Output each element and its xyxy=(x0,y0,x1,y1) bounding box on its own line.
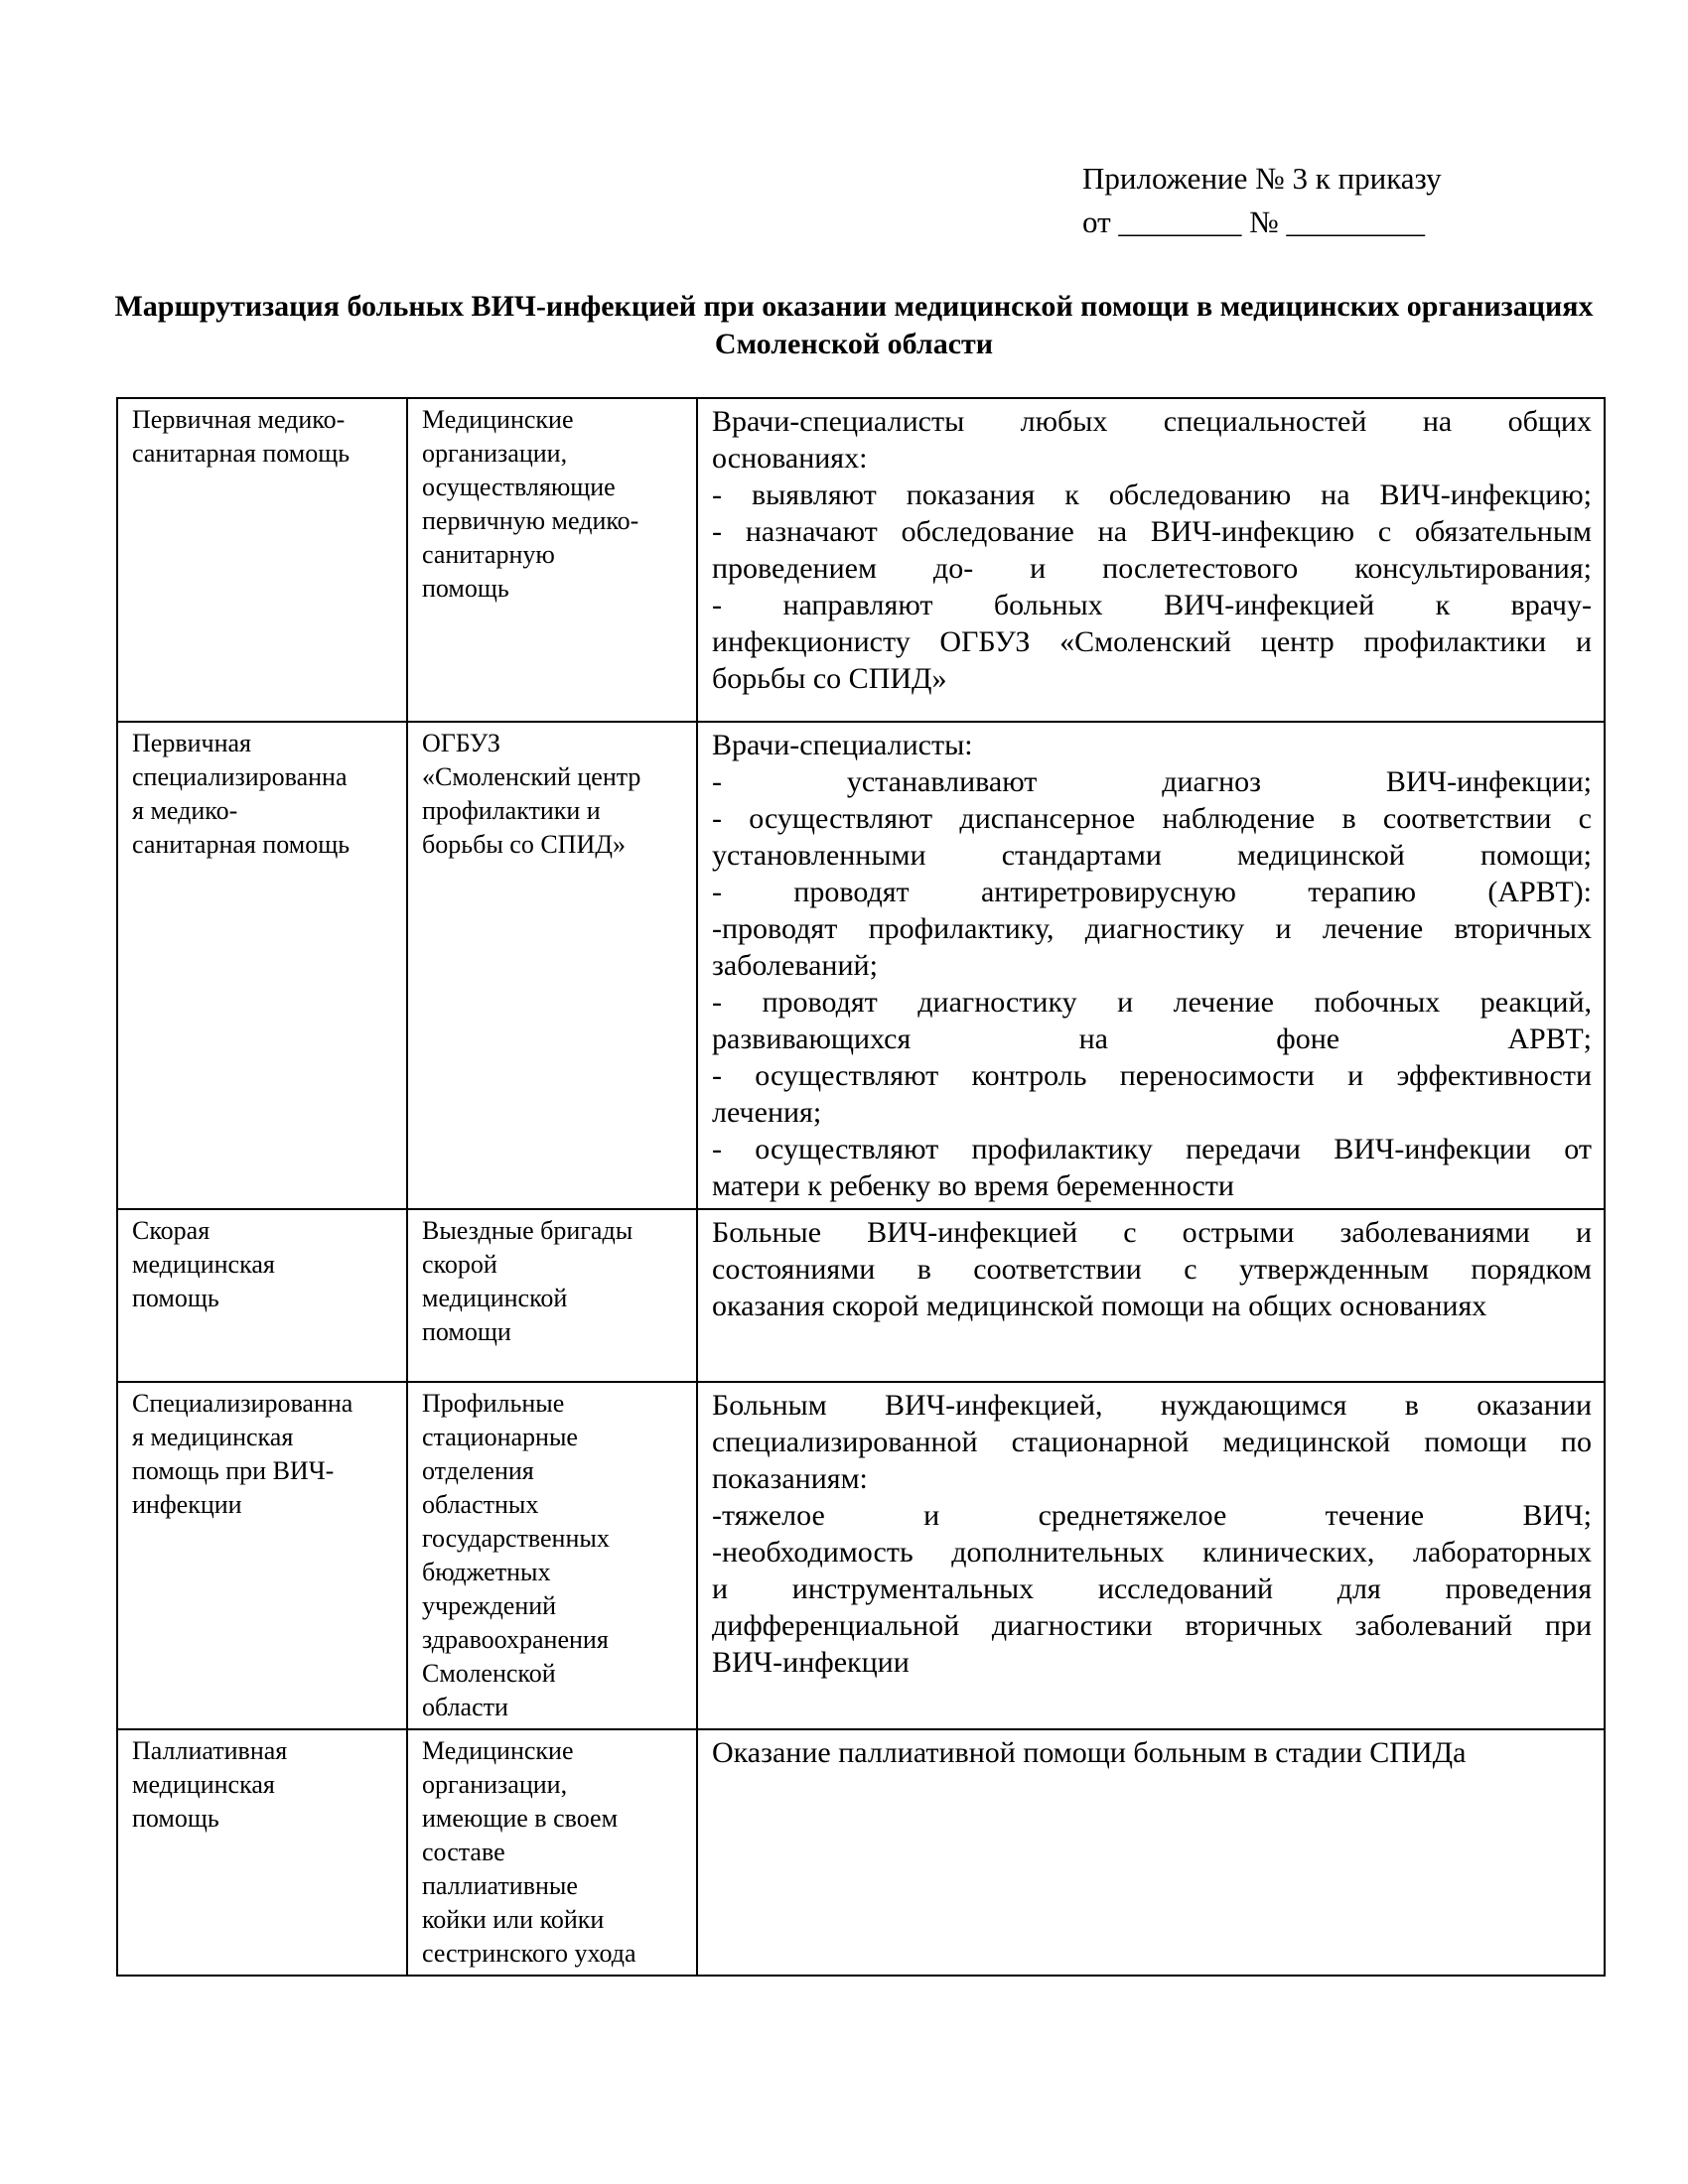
organization-cell xyxy=(407,722,697,1209)
organization: Выездные бригады скорой медицинской помощи xyxy=(422,1216,633,1346)
table-row xyxy=(117,722,1605,1209)
organization: Профильные стационарные отделения областных государственных бюджетных учреждений здравоохранения Смоленской области xyxy=(422,1389,610,1721)
table-row xyxy=(117,398,1605,722)
description-line: Врачи-специалисты любых специальностей на общих xyxy=(712,405,1592,438)
description-line: - проводят диагностику и лечение побочных реакций, xyxy=(712,986,1592,1019)
description-line: - осуществляют диспансерное наблюдение в соответствии с xyxy=(712,802,1592,835)
description-line: инфекционисту ОГБУЗ «Смоленский центр профилактики и xyxy=(712,625,1592,658)
care-type: Скорая медицинская помощь xyxy=(132,1216,275,1312)
description-line: - направляют больных ВИЧ-инфекцией к врачу- xyxy=(712,589,1592,621)
description-cell xyxy=(697,1209,1605,1382)
organization-cell xyxy=(407,1382,697,1729)
care-type-cell xyxy=(117,1209,407,1382)
description-line: лечения; xyxy=(712,1096,822,1129)
description-line: установленными стандартами медицинской помощи; xyxy=(712,839,1592,872)
description-line: основаниях: xyxy=(712,442,868,475)
annex-line-1: Приложение № 3 к приказу xyxy=(1082,161,1442,196)
description-line: оказания скорой медицинской помощи на общих основаниях xyxy=(712,1290,1487,1322)
description-line: ВИЧ-инфекции xyxy=(712,1646,910,1679)
annex-header xyxy=(1082,157,1442,244)
routing-table xyxy=(116,397,1606,1977)
care-type: Первичная медико- санитарная помощь xyxy=(132,405,351,468)
description-line: и инструментальных исследований для проведения xyxy=(712,1572,1592,1605)
description-line: специализированной стационарной медицинской помощи по xyxy=(712,1426,1592,1458)
organization-cell xyxy=(407,1729,697,1976)
description-line: - выявляют показания к обследованию на ВИЧ-инфекцию; xyxy=(712,478,1592,511)
organization-cell xyxy=(407,1209,697,1382)
annex-line-2: от ________ № _________ xyxy=(1082,205,1425,239)
organization: ОГБУЗ «Смоленский центр профилактики и борьбы со СПИД» xyxy=(422,729,641,859)
care-type-cell xyxy=(117,1729,407,1976)
description-line: развивающихся на фоне АРВТ; xyxy=(712,1023,1592,1055)
description-cell xyxy=(697,1729,1605,1976)
description-cell xyxy=(697,722,1605,1209)
description-cell xyxy=(697,1382,1605,1729)
description-line: заболеваний; xyxy=(712,949,878,982)
description-line: Оказание паллиативной помощи больным в стадии СПИДа xyxy=(712,1736,1467,1769)
care-type: Первичная специализированна я медико- санитарная помощь xyxy=(132,729,351,859)
description-line: дифференциальной диагностики вторичных заболеваний при xyxy=(712,1609,1592,1642)
care-type: Паллиативная медицинская помощь xyxy=(132,1736,288,1833)
description-line: -тяжелое и среднетяжелое течение ВИЧ; xyxy=(712,1499,1592,1532)
care-type-cell xyxy=(117,1382,407,1729)
description-line: проведением до- и послетестового консультирования; xyxy=(712,552,1592,585)
description-line: -проводят профилактику, диагностику и лечение вторичных xyxy=(712,912,1592,945)
table-row xyxy=(117,1382,1605,1729)
organization: Медицинские организации, осуществляющие первичную медико- санитарную помощь xyxy=(422,405,639,603)
description-line: - устанавливают диагноз ВИЧ-инфекции; xyxy=(712,765,1592,798)
care-type-cell xyxy=(117,722,407,1209)
description-line: - осуществляют профилактику передачи ВИЧ-инфекции от xyxy=(712,1133,1592,1165)
description-line: Больным ВИЧ-инфекцией, нуждающимся в оказании xyxy=(712,1389,1592,1422)
description-line: - осуществляют контроль переносимости и эффективности xyxy=(712,1059,1592,1092)
description-line: - назначают обследование на ВИЧ-инфекцию с обязательным xyxy=(712,515,1592,548)
organization: Медицинские организации, имеющие в своем составе паллиативные койки или койки сестринского ухода xyxy=(422,1736,636,1968)
description-line: -необходимость дополнительных клинических, лабораторных xyxy=(712,1536,1592,1569)
description-line: - проводят антиретровирусную терапию (АРВТ): xyxy=(712,876,1592,908)
description-line: Врачи-специалисты: xyxy=(712,729,973,761)
description-cell xyxy=(697,398,1605,722)
description-line: показаниям: xyxy=(712,1462,868,1495)
table-row xyxy=(117,1209,1605,1382)
care-type: Специализированна я медицинская помощь при ВИЧ- инфекции xyxy=(132,1389,353,1519)
organization-cell xyxy=(407,398,697,722)
description-line: состояниями в соответствии с утвержденным порядком xyxy=(712,1253,1592,1286)
description-line: матери к ребенку во время беременности xyxy=(712,1169,1234,1202)
description-line: Больные ВИЧ-инфекцией с острыми заболеваниями и xyxy=(712,1216,1592,1249)
description-line: борьбы со СПИД» xyxy=(712,662,947,695)
table-row xyxy=(117,1729,1605,1976)
document-title: Маршрутизация больных ВИЧ-инфекцией при оказании медицинской помощи в медицинских организациях Смоленской области xyxy=(114,290,1594,360)
care-type-cell xyxy=(117,398,407,722)
